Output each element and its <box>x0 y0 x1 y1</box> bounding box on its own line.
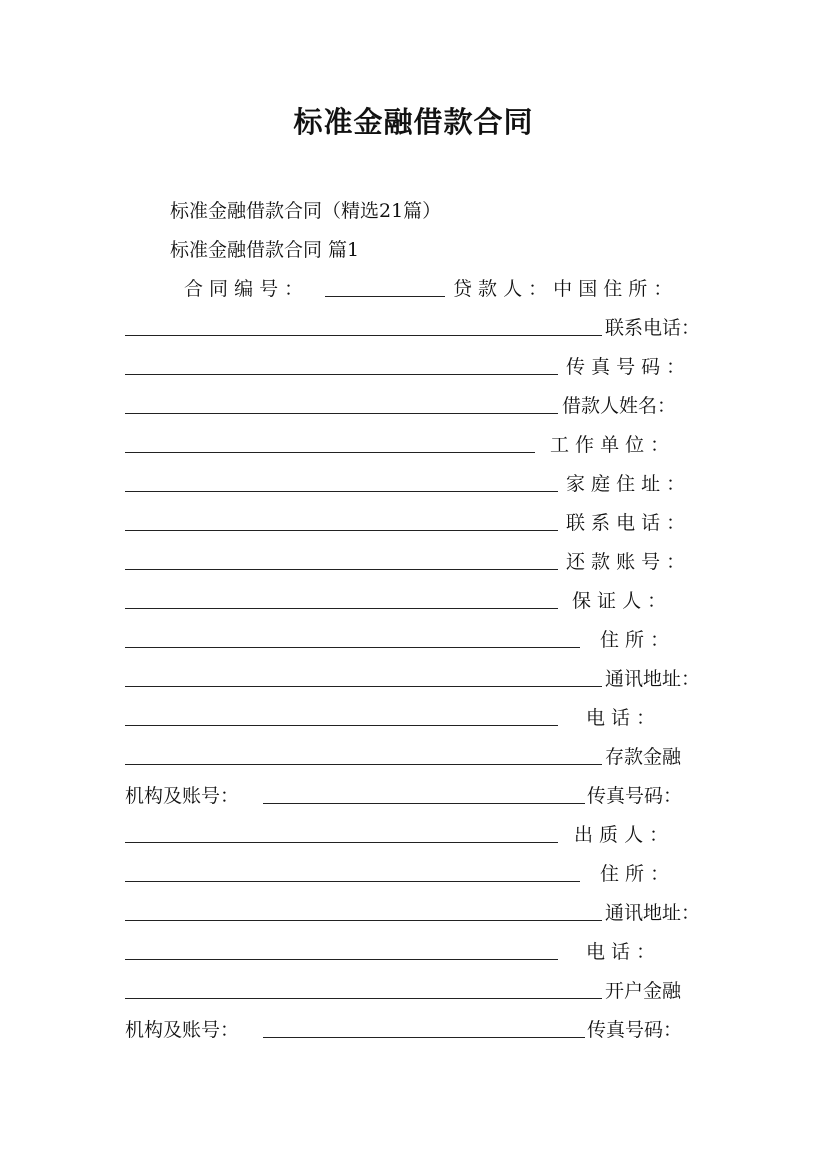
field-label: 借款人姓名： <box>562 395 677 417</box>
field-label: 联系电话： <box>605 317 701 339</box>
form-blank <box>125 920 602 921</box>
field-label: 传真号码： <box>587 785 683 807</box>
field-label: 存款金融 <box>605 746 682 768</box>
form-blank <box>125 452 535 453</box>
form-blank <box>263 1037 585 1038</box>
form-blank <box>125 842 558 843</box>
form-blank <box>125 686 602 687</box>
form-blank <box>125 335 602 336</box>
form-blank <box>125 374 558 375</box>
field-label: 出 质 人 ： <box>574 824 669 846</box>
lender-label: 贷 款 人 ： 中 国 住 所 ： <box>453 278 673 300</box>
field-label: 联 系 电 话 ： <box>566 512 686 534</box>
document-title: 标准金融借款合同 <box>293 105 534 139</box>
contract-number-label: 合 同 编 号 ： <box>184 278 304 300</box>
contract-number-blank <box>325 296 445 297</box>
field-label: 电 话 ： <box>586 707 656 729</box>
form-blank <box>125 530 558 531</box>
field-label: 工 作 单 位 ： <box>550 434 670 456</box>
account-label: 机构及账号： <box>125 785 240 807</box>
field-label: 住 所 ： <box>600 629 670 651</box>
field-label: 通讯地址： <box>605 668 701 690</box>
intro-line: 标准金融借款合同（精选21篇） <box>170 200 442 222</box>
account-label: 机构及账号： <box>125 1019 240 1041</box>
form-blank <box>263 803 585 804</box>
field-label: 传真号码： <box>587 1019 683 1041</box>
form-blank <box>125 608 558 609</box>
form-blank <box>125 647 580 648</box>
field-label: 住 所 ： <box>600 863 670 885</box>
form-blank <box>125 413 558 414</box>
field-label: 家 庭 住 址 ： <box>566 473 686 495</box>
field-label: 电 话 ： <box>586 941 656 963</box>
field-label: 开户金融 <box>605 980 682 1002</box>
form-blank <box>125 491 558 492</box>
form-blank <box>125 764 602 765</box>
field-label: 保 证 人 ： <box>572 590 667 612</box>
form-blank <box>125 998 602 999</box>
form-blank <box>125 881 580 882</box>
form-blank <box>125 569 558 570</box>
form-blank <box>125 959 558 960</box>
field-label: 还 款 账 号 ： <box>566 551 686 573</box>
field-label: 传 真 号 码 ： <box>566 356 686 378</box>
field-label: 通讯地址： <box>605 902 701 924</box>
form-blank <box>125 725 558 726</box>
chapter-heading: 标准金融借款合同 篇1 <box>170 239 360 261</box>
